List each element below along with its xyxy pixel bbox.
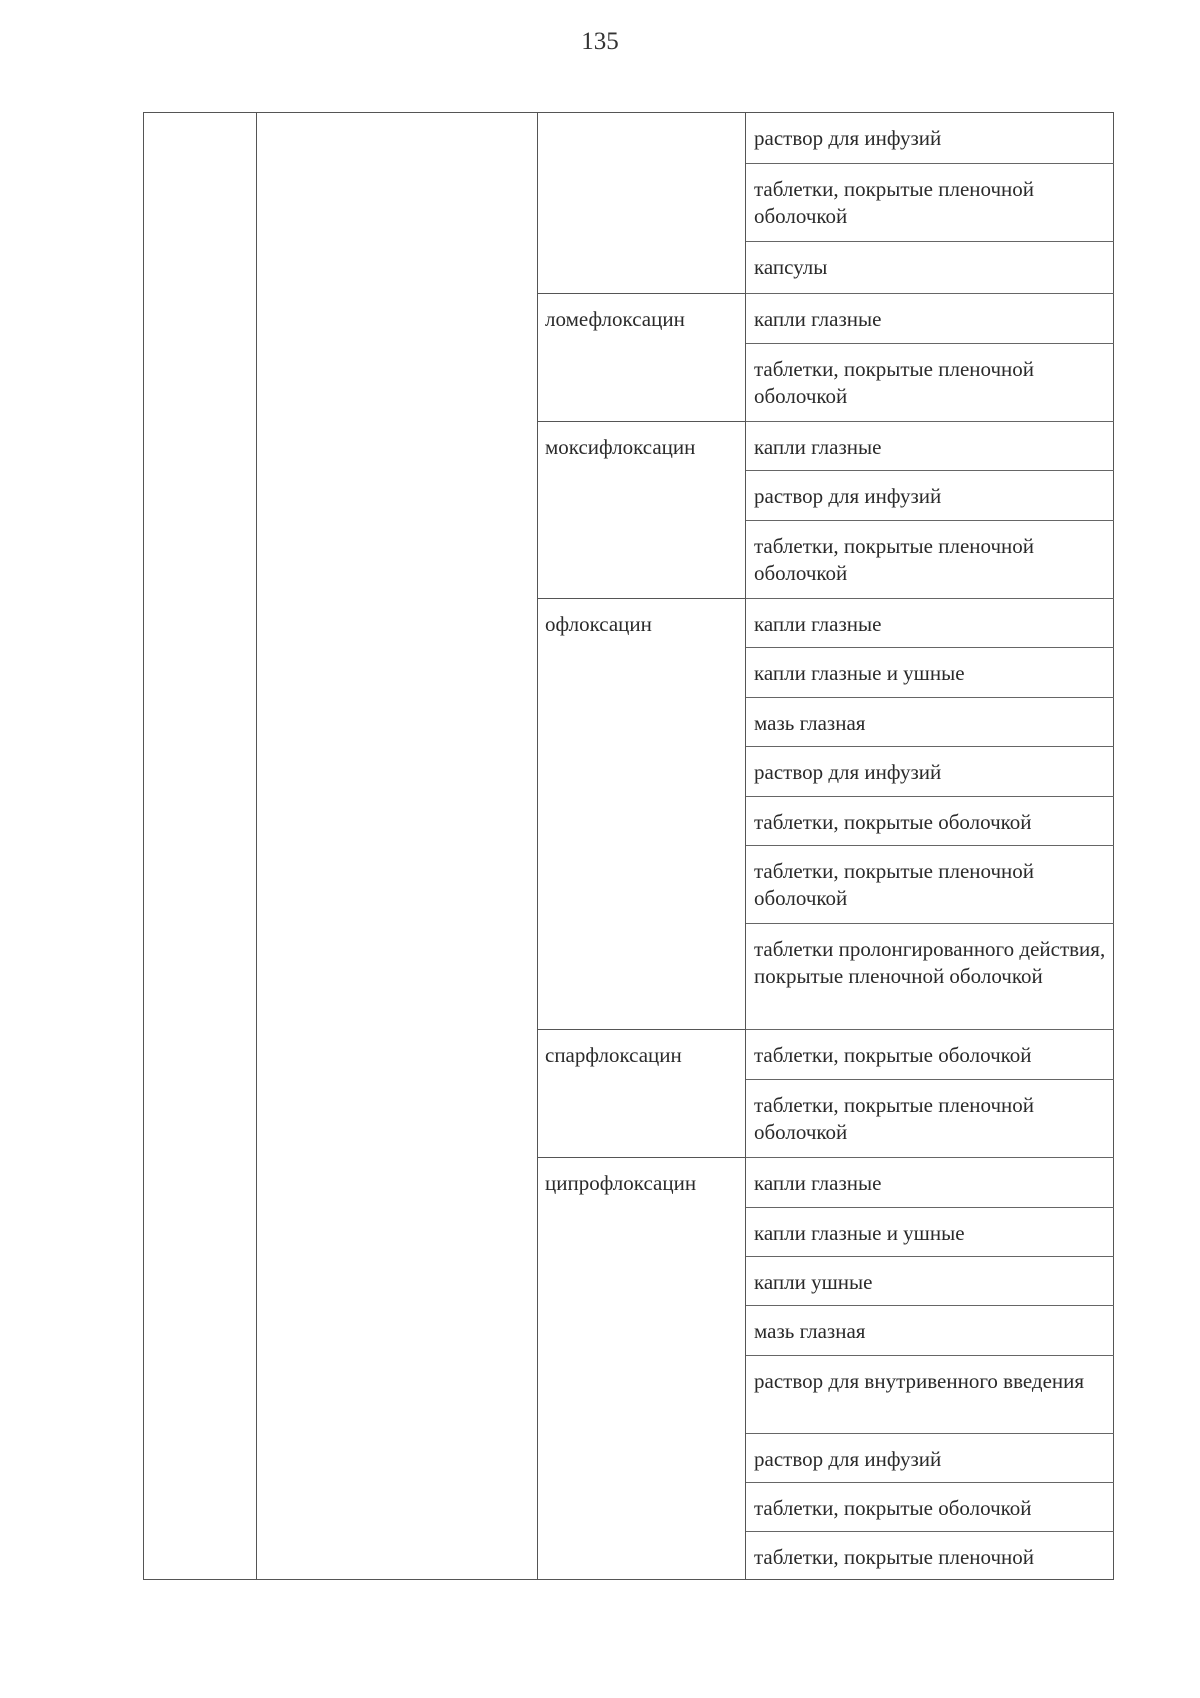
dosage-form-cell [746,1355,1114,1433]
dosage-form-cell [746,520,1114,598]
dosage-form: раствор для инфузий [754,484,942,508]
dosage-form-cell [746,796,1114,845]
inn-cell [537,598,745,1029]
dosage-form-cell [746,113,1114,163]
dosage-form: таблетки, покрытые оболочкой [754,1496,1032,1520]
dosage-form-cell [746,1256,1114,1305]
inn-name: моксифлоксацин [545,435,696,459]
dosage-form: капли глазные и ушные [754,661,965,685]
inn-column [537,113,745,1579]
inn-name: спарфлоксацин [545,1043,682,1067]
dosage-form: раствор для внутривенного введения [754,1369,1085,1393]
dosage-form-cell [746,293,1114,343]
dosage-form-cell [746,343,1114,421]
dosage-form: капли глазные [754,1171,882,1195]
dosage-form-cell [746,470,1114,520]
drug-table [143,112,1114,1580]
dosage-form-cell [746,421,1114,470]
dosage-form: капли глазные [754,435,882,459]
inn-cell [537,293,745,421]
dosage-form-cell [746,1157,1114,1207]
dosage-form-column [746,113,1114,1579]
dosage-form: таблетки, покрытые оболочкой [754,810,1032,834]
dosage-form: капли глазные [754,307,882,331]
dosage-form-cell [746,1531,1114,1580]
dosage-form-cell [746,1207,1114,1256]
dosage-form-cell [746,163,1114,241]
dosage-form-cell [746,845,1114,923]
dosage-form: таблетки, покрытые пленочной оболочкой [754,1093,1035,1144]
dosage-form: капли ушные [754,1270,873,1294]
dosage-form: капли глазные [754,612,882,636]
dosage-form: таблетки, покрытые пленочной оболочкой [754,357,1035,408]
column-divider [256,113,257,1579]
dosage-form-cell [746,598,1114,647]
dosage-form: таблетки, покрытые оболочкой [754,1043,1032,1067]
dosage-form-cell [746,1305,1114,1355]
inn-cell [537,1029,745,1157]
page-number: 135 [581,28,619,55]
dosage-form-cell [746,1433,1114,1482]
inn-cell [537,421,745,598]
dosage-form: мазь глазная [754,1319,866,1343]
dosage-form-cell [746,746,1114,796]
dosage-form-cell [746,923,1114,1029]
dosage-form: таблетки, покрытые пленочной оболочкой [754,534,1035,585]
dosage-form-cell [746,647,1114,697]
dosage-form: раствор для инфузий [754,1447,942,1471]
dosage-form: таблетки, покрытые пленочной оболочкой [754,859,1035,910]
dosage-form: капли глазные и ушные [754,1221,965,1245]
dosage-form-cell [746,241,1114,293]
dosage-form: таблетки, покрытые пленочной [754,1545,1035,1569]
dosage-form-cell [746,1079,1114,1157]
inn-name: офлоксацин [545,612,652,636]
dosage-form-cell [746,697,1114,746]
dosage-form: мазь глазная [754,711,866,735]
dosage-form: таблетки пролонгированного действия, покрытые пленочной оболочкой [754,937,1106,988]
dosage-form: раствор для инфузий [754,760,942,784]
inn-name: ломефлоксацин [545,307,685,331]
dosage-form: раствор для инфузий [754,126,942,150]
dosage-form-cell [746,1029,1114,1079]
inn-cell [537,1157,745,1580]
inn-name: ципрофлоксацин [545,1171,697,1195]
dosage-form: капсулы [754,255,828,279]
inn-cell [537,113,745,293]
dosage-form: таблетки, покрытые пленочной оболочкой [754,177,1035,228]
dosage-form-cell [746,1482,1114,1531]
